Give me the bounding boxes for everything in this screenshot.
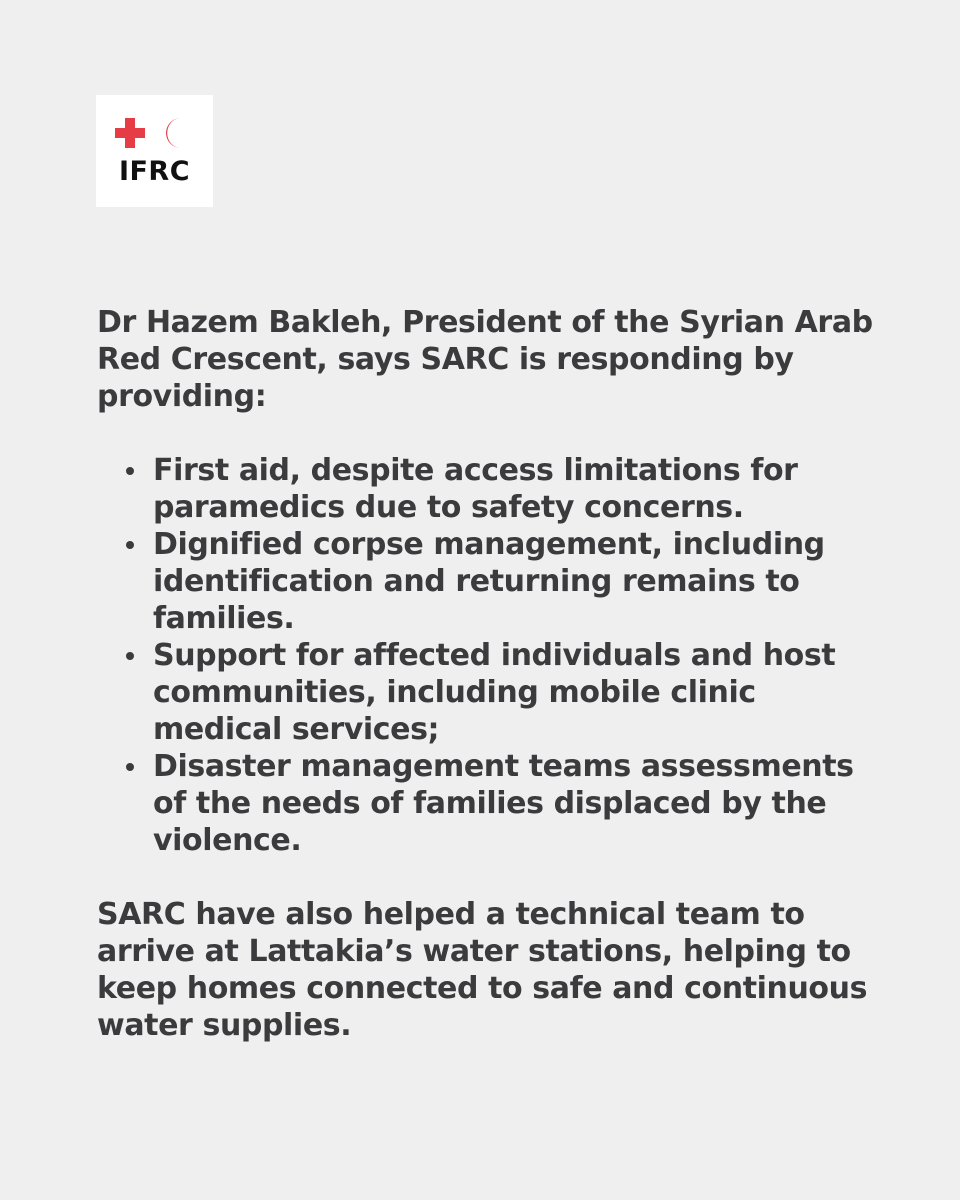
list-item-text: Disaster management teams assessments of the needs of families displaced by the violence. <box>153 749 854 858</box>
main-text <box>97 304 877 1044</box>
aid-list <box>97 452 877 859</box>
red-cross-icon <box>115 118 145 148</box>
bullet-icon <box>126 541 134 549</box>
bullet-icon <box>126 467 134 475</box>
list-item <box>153 526 877 637</box>
closing-paragraph: SARC have also helped a technical team to arrive at Lattakia’s water stations, helping to keep homes connected to safe and continuous water supplies. <box>97 897 868 1043</box>
list-item <box>153 637 877 748</box>
bullet-icon <box>126 652 134 660</box>
intro-paragraph: Dr Hazem Bakleh, President of the Syrian Arab Red Crescent, says SARC is responding by providing: <box>97 305 873 414</box>
red-crescent-icon <box>166 118 181 148</box>
list-item <box>153 748 877 859</box>
logo-wordmark: IFRC <box>118 156 191 187</box>
list-item-text: Support for affected individuals and host communities, including mobile clinic medical services; <box>153 638 836 747</box>
bullet-icon <box>126 763 134 771</box>
ifrc-logo <box>96 95 213 207</box>
list-item <box>153 452 877 526</box>
list-item-text: Dignified corpse management, including identification and returning remains to families. <box>153 527 825 636</box>
list-item-text: First aid, despite access limitations for paramedics due to safety concerns. <box>153 453 798 525</box>
red-cross-red-crescent-icon <box>113 117 193 149</box>
